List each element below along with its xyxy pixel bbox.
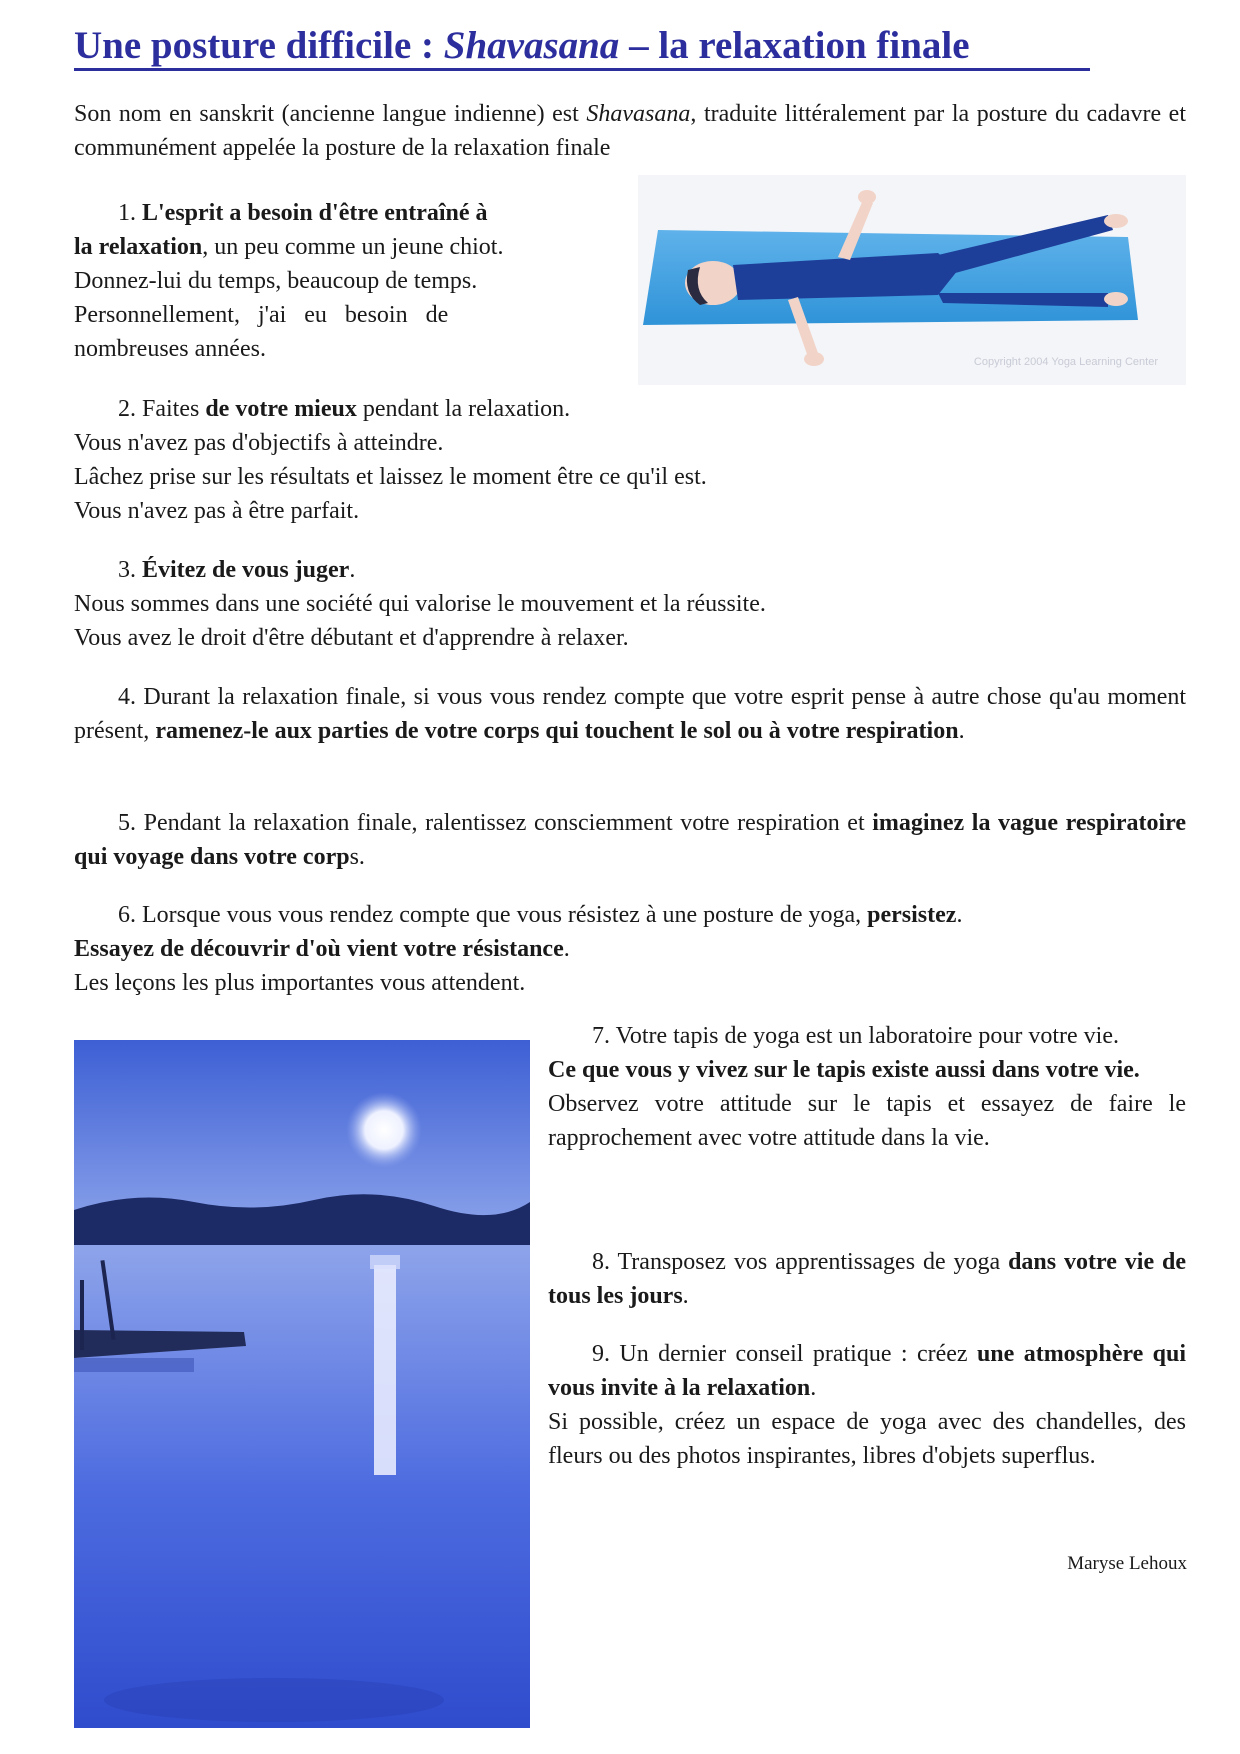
title-underline: [74, 68, 1090, 71]
item-2-line-2: Vous n'avez pas d'objectifs à atteindre.: [74, 430, 444, 456]
item-3-line-3: Vous avez le droit d'être débutant et d'apprendre à relaxer.: [74, 625, 629, 651]
item-1-text: , un peu comme un jeune chiot.: [202, 234, 504, 260]
list-item-1: [74, 196, 612, 366]
lake-water: [74, 1245, 530, 1728]
intro-paragraph: [74, 97, 1186, 165]
item-1-line-5: nombreuses années.: [74, 336, 266, 362]
item-2-text-a: Faites: [142, 396, 206, 422]
item-8-text-a: Transposez vos apprentissages de yoga: [617, 1249, 1009, 1275]
item-7-text-a: Votre tapis de yoga est un laboratoire pour votre vie.: [615, 1023, 1119, 1049]
item-6-bold-1: persistez: [867, 902, 957, 928]
shavasana-photo: [638, 175, 1186, 385]
item-2-text-b: pendant la relaxation.: [356, 396, 571, 422]
item-6-text-c: .: [563, 936, 570, 962]
item-number: 9.: [592, 1341, 610, 1367]
moon-reflection: [374, 1265, 396, 1475]
item-2-bold: de votre mieux: [205, 396, 357, 422]
item-6-text-a: Lorsque vous vous rendez compte que vous résistez à une posture de yoga,: [142, 902, 868, 928]
shavasana-illustration: [638, 175, 1186, 385]
intro-text-c: , traduite littéralement par la posture du cadavre et communément appelée la posture de la relaxation finale: [74, 101, 1186, 161]
item-number: 1.: [118, 200, 136, 226]
item-3-line-2: Nous sommes dans une société qui valorise le mouvement et la réussite.: [74, 591, 766, 617]
intro-text-a: Son nom en sanskrit (ancienne langue indienne) est: [74, 101, 587, 127]
item-8-text-c: .: [682, 1283, 689, 1309]
list-item-3: [74, 553, 1186, 655]
item-6-text-b: .: [956, 902, 963, 928]
item-9-text-c: .: [810, 1375, 817, 1401]
item-9-bold: une atmosphère qui vous invite à la relaxation: [548, 1341, 1186, 1401]
item-number: 4.: [118, 684, 136, 710]
item-number: 8.: [592, 1249, 610, 1275]
item-1-bold-1: L'esprit a besoin d'être entraîné à: [142, 200, 488, 226]
item-6-line-3: Les leçons les plus importantes vous attendent.: [74, 970, 526, 996]
moonlit-lake-illustration: [74, 1040, 530, 1728]
list-item-5: [74, 806, 1186, 874]
author-signature: Maryse Lehoux: [1067, 1553, 1187, 1574]
page-title: [74, 22, 1134, 70]
item-5-bold: imaginez la vague respiratoire qui voyage dans votre corp: [74, 810, 1187, 870]
photo-watermark: Copyright 2004 Yoga Learning Center: [973, 356, 1158, 368]
item-number: 6.: [118, 902, 136, 928]
item-7-bold: Ce que vous y vivez sur le tapis existe aussi dans votre vie.: [548, 1057, 1140, 1083]
item-6-bold-2: Essayez de découvrir d'où vient votre résistance: [74, 936, 564, 962]
item-4-bold: ramenez-le aux parties de votre corps qui touchent le sol ou à votre respiration: [155, 718, 959, 744]
item-number: 3.: [118, 557, 136, 583]
item-4-text-c: .: [958, 718, 965, 744]
item-number: 2.: [118, 396, 136, 422]
item-8-bold: dans votre vie de tous les jours: [548, 1249, 1186, 1309]
list-item-4: [74, 680, 1186, 748]
item-7-text-c: Observez votre attitude sur le tapis et essayez de faire le rapprochement avec votre attitude dans la vie.: [548, 1091, 1186, 1151]
item-1-line-4: Personnellement, j'ai eu besoin de: [74, 302, 449, 328]
item-3-bold: Évitez de vous juger: [142, 557, 350, 583]
item-3-text: .: [349, 557, 356, 583]
title-prefix: Une posture difficile :: [74, 24, 444, 67]
item-4-text-a: Durant la relaxation finale, si vous vous rendez compte que votre esprit pense à autre chose qu'au moment présent,: [74, 684, 1187, 744]
item-2-line-4: Vous n'avez pas à être parfait.: [74, 498, 360, 524]
list-item-7: [548, 1019, 1186, 1155]
list-item-8: [548, 1245, 1186, 1313]
item-9-text-a: Un dernier conseil pratique : créez: [619, 1341, 977, 1367]
item-5-text-c: s.: [349, 844, 365, 870]
item-5-text-a: Pendant la relaxation finale, ralentissez consciemment votre respiration et: [143, 810, 873, 836]
item-number: 5.: [118, 810, 136, 836]
title-suffix: – la relaxation finale: [619, 24, 970, 67]
item-1-bold-2: la relaxation: [74, 234, 203, 260]
title-emphasis: Shavasana: [443, 24, 620, 67]
moon: [346, 1092, 422, 1168]
item-2-line-3: Lâchez prise sur les résultats et laissez le moment être ce qu'il est.: [74, 464, 707, 490]
list-item-6: [74, 898, 1186, 1000]
item-1-line-3: Donnez-lui du temps, beaucoup de temps.: [74, 268, 478, 294]
list-item-9: [548, 1337, 1186, 1473]
lake-photo: [74, 1040, 530, 1728]
item-9-text-d: Si possible, créez un espace de yoga avec des chandelles, des fleurs ou des photos inspirantes, libres d'objets superflus.: [548, 1409, 1186, 1469]
list-item-2: [74, 392, 1186, 528]
item-number: 7.: [592, 1023, 610, 1049]
intro-sanskrit: Shavasana: [586, 101, 691, 127]
